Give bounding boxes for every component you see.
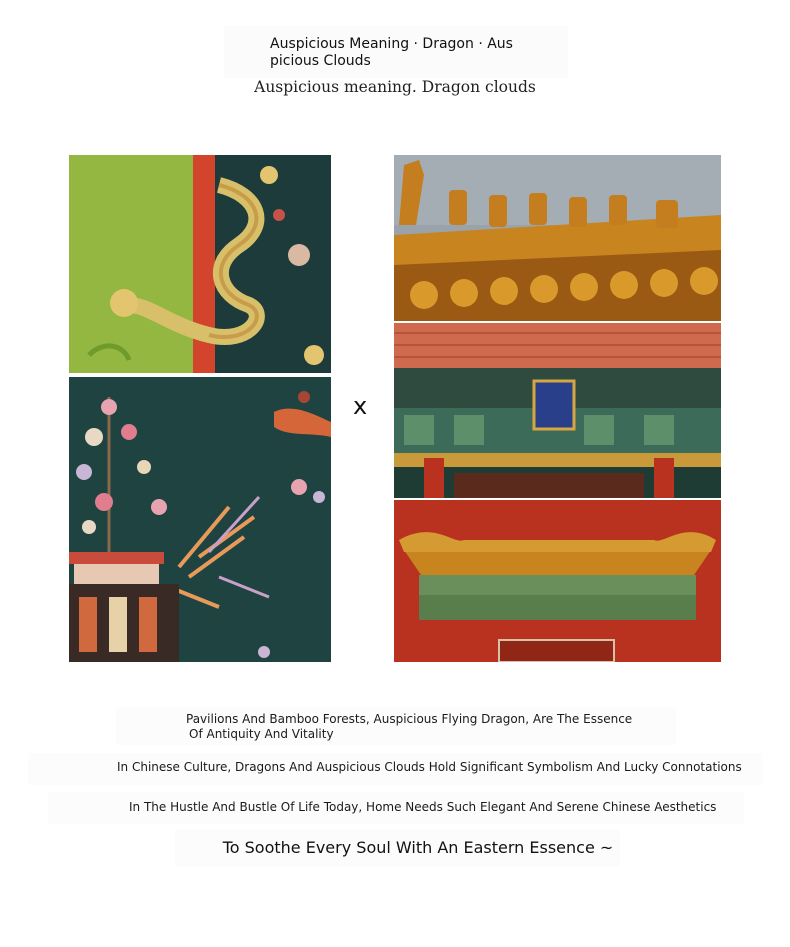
palace-eaves-image xyxy=(394,323,721,498)
page-subtitle: Auspicious meaning. Dragon clouds xyxy=(254,78,536,96)
page-title-line-2: picious Clouds xyxy=(270,53,371,69)
description-line-3: In The Hustle And Bustle Of Life Today, Home Needs Such Elegant And Serene Chinese Aesthetics xyxy=(129,800,717,814)
palace-roof-figures-image xyxy=(394,155,721,321)
description-line-1a: Pavilions And Bamboo Forests, Auspicious Flying Dragon, Are The Essence xyxy=(186,712,633,726)
rug-pavilion-image xyxy=(69,377,331,662)
palace-wall-image xyxy=(394,500,721,662)
description-line-1b: Of Antiquity And Vitality xyxy=(189,727,334,741)
rug-dragon-image xyxy=(69,155,331,373)
page-title-line-1: Auspicious Meaning · Dragon · Aus xyxy=(270,36,513,52)
combine-symbol: x xyxy=(353,392,368,420)
closing-tagline: To Soothe Every Soul With An Eastern Essence ~ xyxy=(222,838,614,857)
page-title xyxy=(270,36,530,70)
description-line-2: In Chinese Culture, Dragons And Auspicious Clouds Hold Significant Symbolism And Lucky Connotations xyxy=(117,760,742,774)
